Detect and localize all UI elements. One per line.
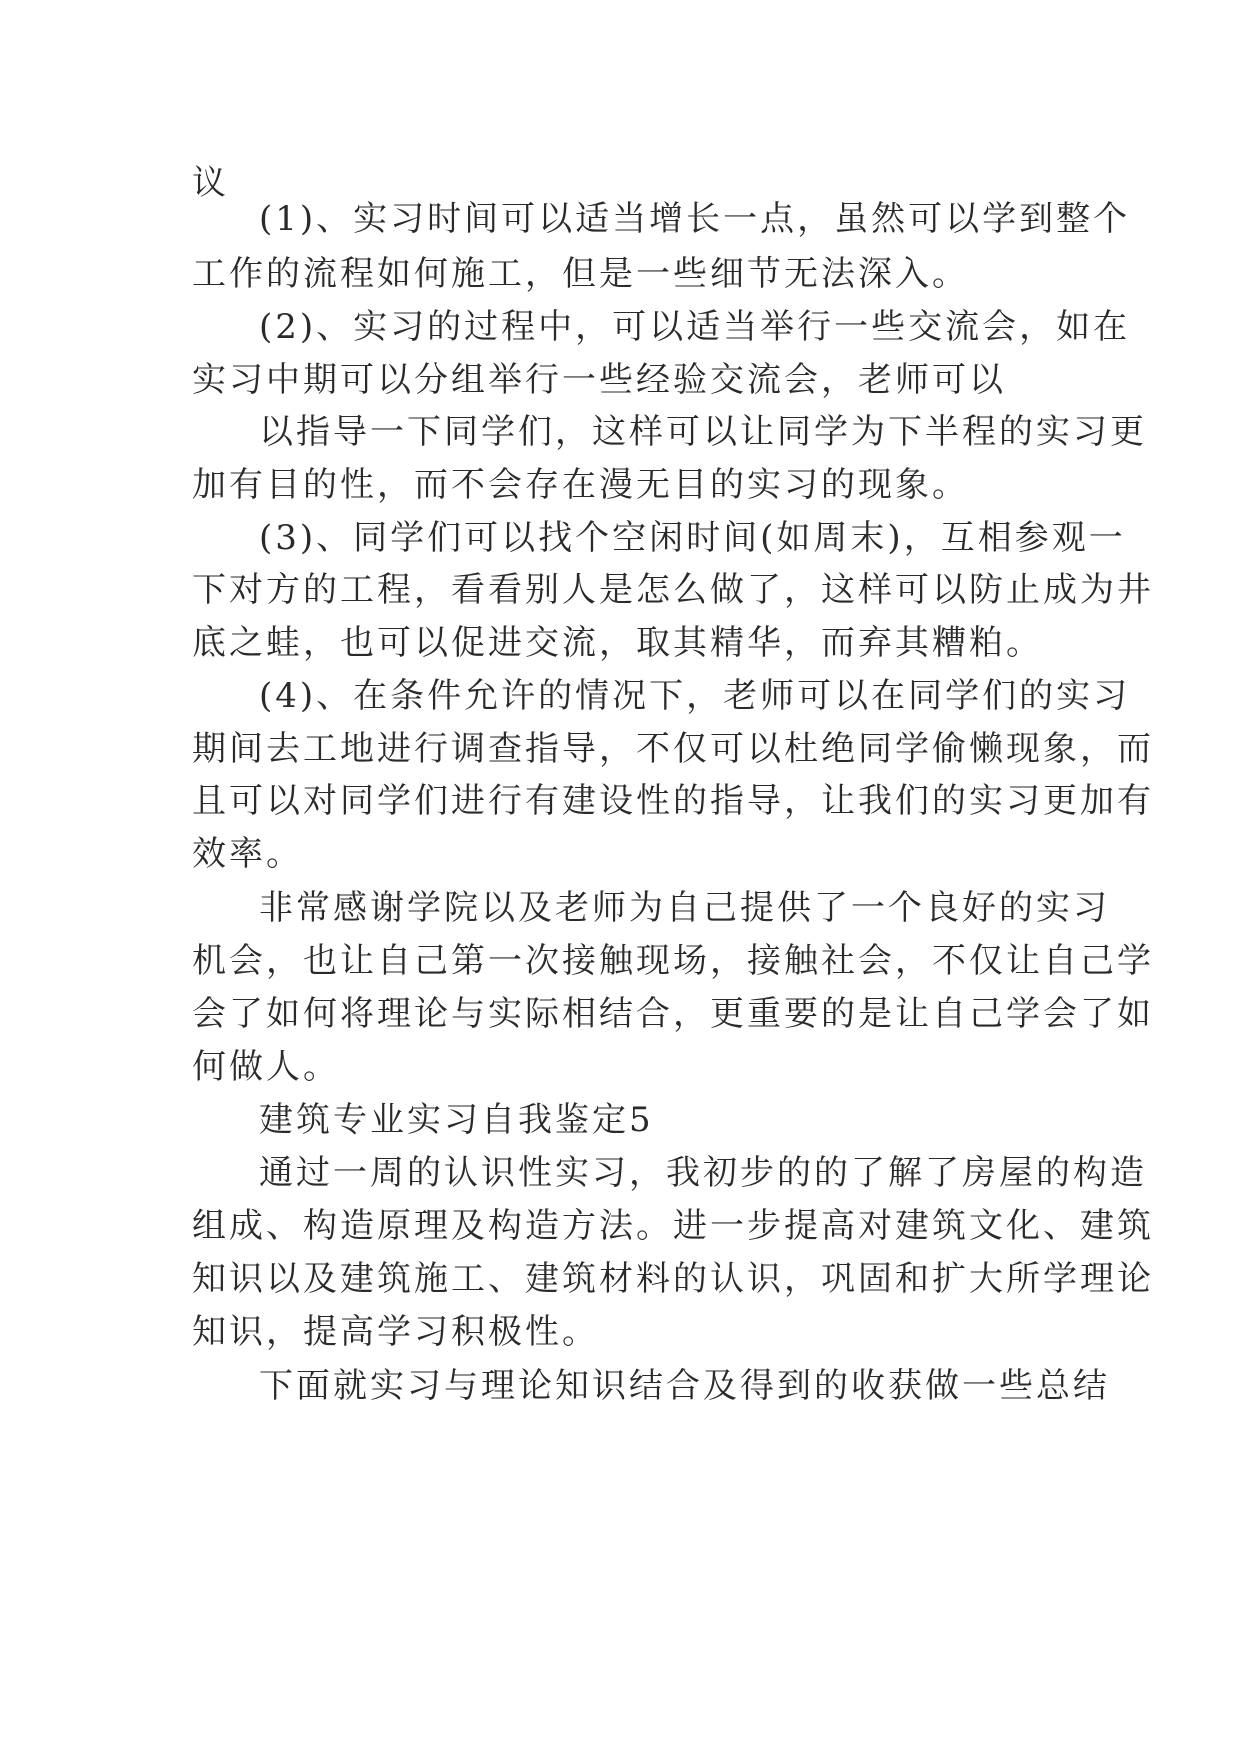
text-line: 期间去工地进行调查指导，不仅可以杜绝同学偷懒现象，而 [192,729,1154,769]
text-line: (4)、在条件允许的情况下，老师可以在同学们的实习 [259,676,1131,716]
text-line: 加有目的性，而不会存在漫无目的实习的现象。 [192,465,969,505]
text-line: 何做人。 [192,1047,340,1087]
section-heading: 建筑专业实习自我鉴定5 [259,1100,654,1140]
text-line: 议 [192,163,229,203]
text-line: (1)、实习时间可以适当增长一点，虽然可以学到整个 [259,199,1131,239]
text-line: 下对方的工程，看看别人是怎么做了，这样可以防止成为井 [192,570,1154,610]
text-line: 会了如何将理论与实际相结合，更重要的是让自己学会了如 [192,994,1154,1034]
text-line: 底之蛙，也可以促进交流，取其精华，而弃其糟粕。 [192,623,1043,663]
text-line: 且可以对同学们进行有建设性的指导，让我们的实习更加有 [192,781,1154,821]
text-line: 通过一周的认识性实习，我初步的的了解了房屋的构造 [259,1153,1147,1193]
text-line: 非常感谢学院以及老师为自己提供了一个良好的实习 [259,888,1110,928]
text-line: 知识以及建筑施工、建筑材料的认识，巩固和扩大所学理论 [192,1259,1154,1299]
text-line: (3)、同学们可以找个空闲时间(如周末)，互相参观一 [259,518,1126,558]
text-line: 以指导一下同学们，这样可以让同学为下半程的实习更 [259,412,1147,452]
text-line: (2)、实习的过程中，可以适当举行一些交流会，如在 [259,307,1131,347]
text-line: 机会，也让自己第一次接触现场，接触社会，不仅让自己学 [192,941,1154,981]
text-line: 组成、构造原理及构造方法。进一步提高对建筑文化、建筑 [192,1206,1154,1246]
text-line: 效率。 [192,834,303,874]
text-line: 工作的流程如何施工，但是一些细节无法深入。 [192,254,969,294]
text-line: 知识，提高学习积极性。 [192,1312,599,1352]
text-line: 下面就实习与理论知识结合及得到的收获做一些总结 [259,1366,1110,1406]
text-line: 实习中期可以分组举行一些经验交流会，老师可以 [192,360,1006,400]
